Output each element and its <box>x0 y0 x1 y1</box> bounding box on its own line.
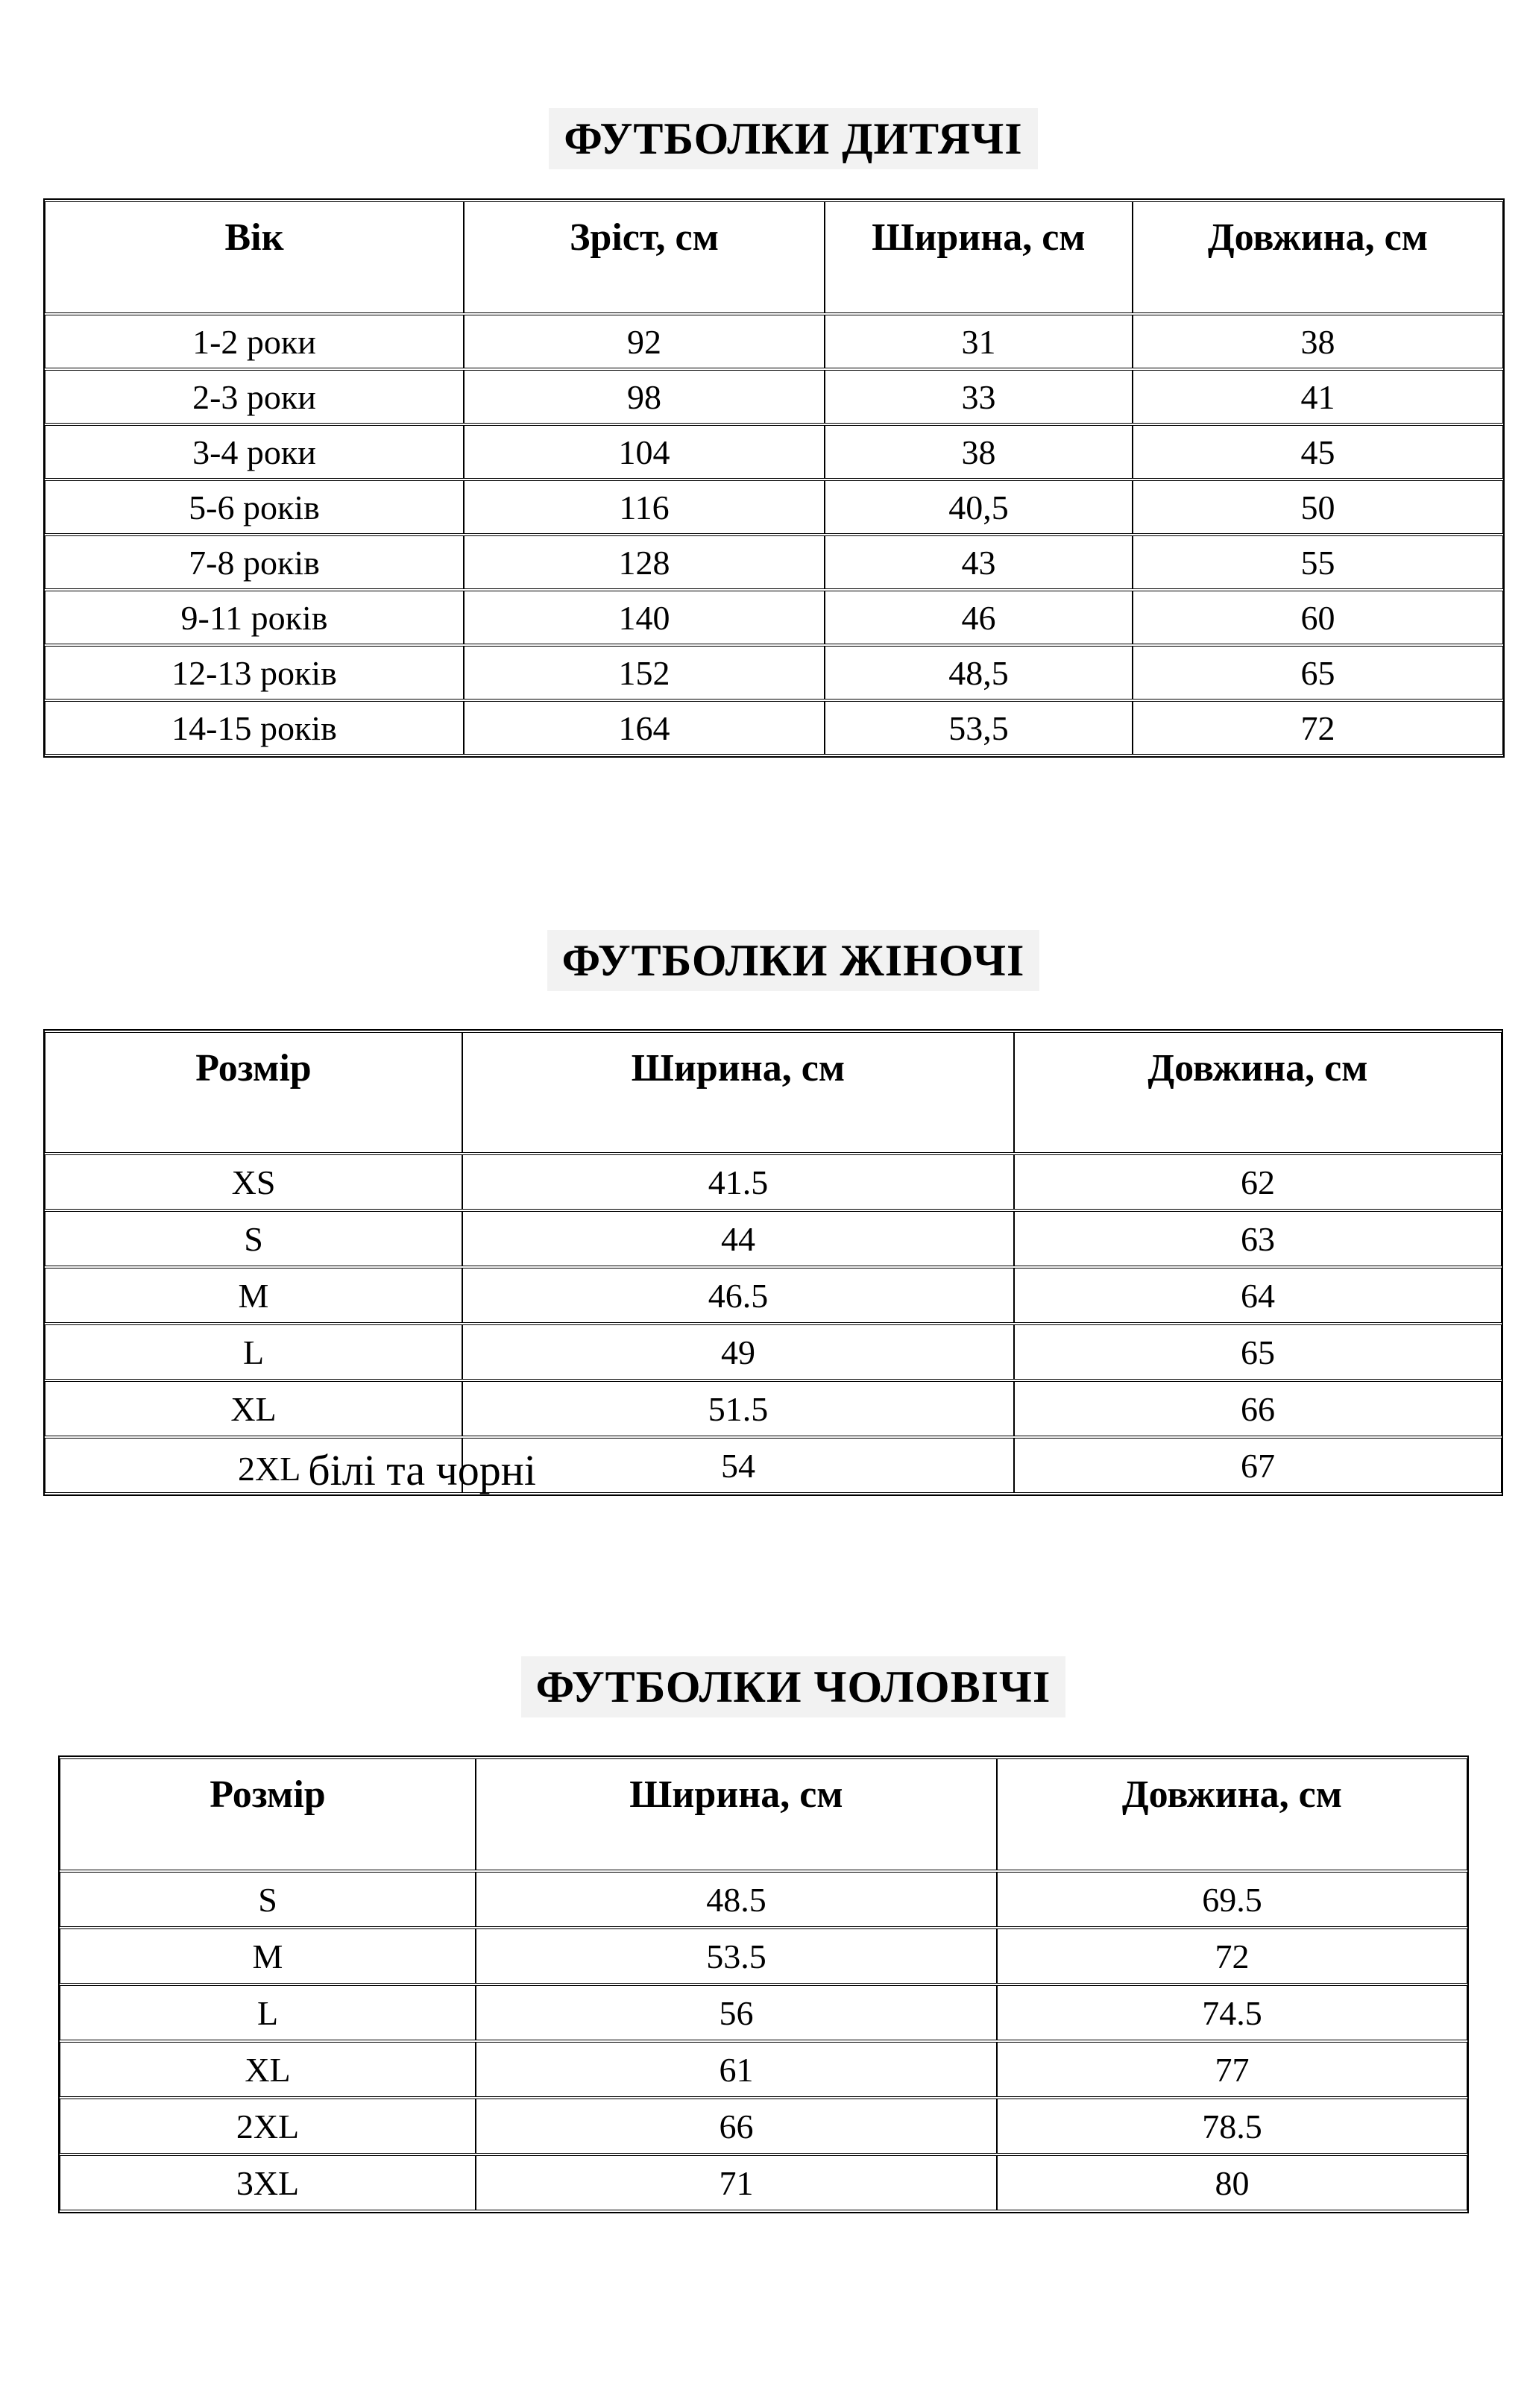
table-row <box>45 1438 1502 1493</box>
table-cell: 116 <box>464 480 825 534</box>
table-row <box>60 1928 1467 1984</box>
header-row <box>60 1758 1467 1870</box>
table-row <box>45 535 1503 589</box>
title-highlight: ФУТБОЛКИ ДИТЯЧІ <box>549 108 1037 169</box>
size-table-men <box>58 1755 1469 2213</box>
table-cell: 63 <box>1014 1211 1502 1266</box>
table-row <box>45 591 1503 644</box>
table-cell: 61 <box>476 2042 997 2097</box>
table-cell: 62 <box>1014 1154 1502 1210</box>
table-cell: 77 <box>997 2042 1467 2097</box>
size-label: 2XL <box>238 1449 309 1488</box>
table-cell: 40,5 <box>825 480 1133 534</box>
table-cell: 55 <box>1133 535 1503 589</box>
overflow-annotation: білі та чорні <box>308 1445 536 1494</box>
section-women <box>0 934 1527 1496</box>
table-header <box>45 1032 1502 1153</box>
table-body <box>45 1154 1502 1493</box>
table-cell: 38 <box>825 425 1133 479</box>
table-row <box>45 1154 1502 1210</box>
table-title-men <box>30 1660 1527 1714</box>
table-cell: 164 <box>464 701 825 755</box>
table-cell: 33 <box>825 370 1133 424</box>
table-row <box>45 701 1503 755</box>
table-cell: 53.5 <box>476 1928 997 1984</box>
table-cell: 48.5 <box>476 1872 997 1927</box>
table-row <box>45 1324 1502 1380</box>
table-cell: 54 <box>462 1438 1014 1493</box>
column-header: Ширина, см <box>825 201 1133 313</box>
table-cell: 3XL <box>60 2155 476 2210</box>
table-row <box>45 370 1503 424</box>
table-cell: L <box>45 1324 462 1380</box>
table-cell: S <box>45 1211 462 1266</box>
table-body <box>45 315 1503 755</box>
table-cell: 14-15 років <box>45 701 464 755</box>
table-cell: M <box>45 1268 462 1323</box>
table-cell: 5-6 років <box>45 480 464 534</box>
table-cell: 152 <box>464 646 825 700</box>
table-cell: 51.5 <box>462 1381 1014 1436</box>
table-cell: 66 <box>1014 1381 1502 1436</box>
column-header: Довжина, см <box>1133 201 1503 313</box>
table-cell: L <box>60 1985 476 2040</box>
table-row <box>60 2155 1467 2210</box>
table-cell: 140 <box>464 591 825 644</box>
table-cell: 104 <box>464 425 825 479</box>
column-header: Розмір <box>60 1758 476 1870</box>
table-cell: 65 <box>1014 1324 1502 1380</box>
table-cell: 31 <box>825 315 1133 368</box>
column-header: Довжина, см <box>997 1758 1467 1870</box>
header-row <box>45 201 1503 313</box>
title-highlight: ФУТБОЛКИ ЧОЛОВІЧІ <box>521 1656 1066 1717</box>
column-header: Вік <box>45 201 464 313</box>
column-header: Ширина, см <box>476 1758 997 1870</box>
table-cell: 50 <box>1133 480 1503 534</box>
table-cell <box>45 1438 536 1494</box>
table-header <box>45 201 1503 313</box>
table-title-children <box>30 112 1527 166</box>
table-cell: 9-11 років <box>45 591 464 644</box>
table-cell: 98 <box>464 370 825 424</box>
table-row <box>45 646 1503 700</box>
table-row <box>45 425 1503 479</box>
title-highlight: ФУТБОЛКИ ЖІНОЧІ <box>547 930 1040 991</box>
table-cell: 49 <box>462 1324 1014 1380</box>
table-cell: 45 <box>1133 425 1503 479</box>
table-row <box>45 1381 1502 1436</box>
table-cell: 65 <box>1133 646 1503 700</box>
table-cell: 44 <box>462 1211 1014 1266</box>
column-header: Розмір <box>45 1032 462 1153</box>
table-cell: 46 <box>825 591 1133 644</box>
page <box>0 112 1527 2408</box>
table-row <box>45 1268 1502 1323</box>
column-header: Довжина, см <box>1014 1032 1502 1153</box>
table-cell: 66 <box>476 2099 997 2154</box>
table-row <box>45 480 1503 534</box>
table-cell: 43 <box>825 535 1133 589</box>
table-cell: 48,5 <box>825 646 1133 700</box>
table-cell: 64 <box>1014 1268 1502 1323</box>
section-children <box>0 112 1527 758</box>
table-cell: 80 <box>997 2155 1467 2210</box>
table-cell: 41.5 <box>462 1154 1014 1210</box>
table-cell: 1-2 роки <box>45 315 464 368</box>
table-body <box>60 1872 1467 2210</box>
table-cell: 2XL <box>60 2099 476 2154</box>
column-header: Ширина, см <box>462 1032 1014 1153</box>
table-cell: 56 <box>476 1985 997 2040</box>
table-cell: 72 <box>997 1928 1467 1984</box>
table-cell: S <box>60 1872 476 1927</box>
table-cell: 67 <box>1014 1438 1502 1493</box>
table-cell: 72 <box>1133 701 1503 755</box>
table-cell: 78.5 <box>997 2099 1467 2154</box>
table-cell: 69.5 <box>997 1872 1467 1927</box>
table-cell: 60 <box>1133 591 1503 644</box>
table-cell: 38 <box>1133 315 1503 368</box>
table-cell: 2-3 роки <box>45 370 464 424</box>
table-title-women <box>30 934 1527 987</box>
column-header: Зріст, см <box>464 201 825 313</box>
table-cell: 53,5 <box>825 701 1133 755</box>
table-cell: 71 <box>476 2155 997 2210</box>
table-cell: M <box>60 1928 476 1984</box>
section-men <box>0 1660 1527 2213</box>
table-cell: 41 <box>1133 370 1503 424</box>
table-cell: 92 <box>464 315 825 368</box>
table-cell: 74.5 <box>997 1985 1467 2040</box>
table-row <box>60 2042 1467 2097</box>
table-row <box>60 1985 1467 2040</box>
table-cell: 7-8 років <box>45 535 464 589</box>
table-cell: 46.5 <box>462 1268 1014 1323</box>
table-row <box>60 1872 1467 1927</box>
size-table-women <box>43 1029 1503 1496</box>
table-row <box>45 1211 1502 1266</box>
table-row <box>60 2099 1467 2154</box>
table-cell: 3-4 роки <box>45 425 464 479</box>
table-row <box>45 315 1503 368</box>
table-header <box>60 1758 1467 1870</box>
table-cell: 12-13 років <box>45 646 464 700</box>
header-row <box>45 1032 1502 1153</box>
table-cell: 128 <box>464 535 825 589</box>
table-cell: XL <box>45 1381 462 1436</box>
size-table-children <box>43 198 1505 758</box>
table-cell: XL <box>60 2042 476 2097</box>
table-cell: XS <box>45 1154 462 1210</box>
